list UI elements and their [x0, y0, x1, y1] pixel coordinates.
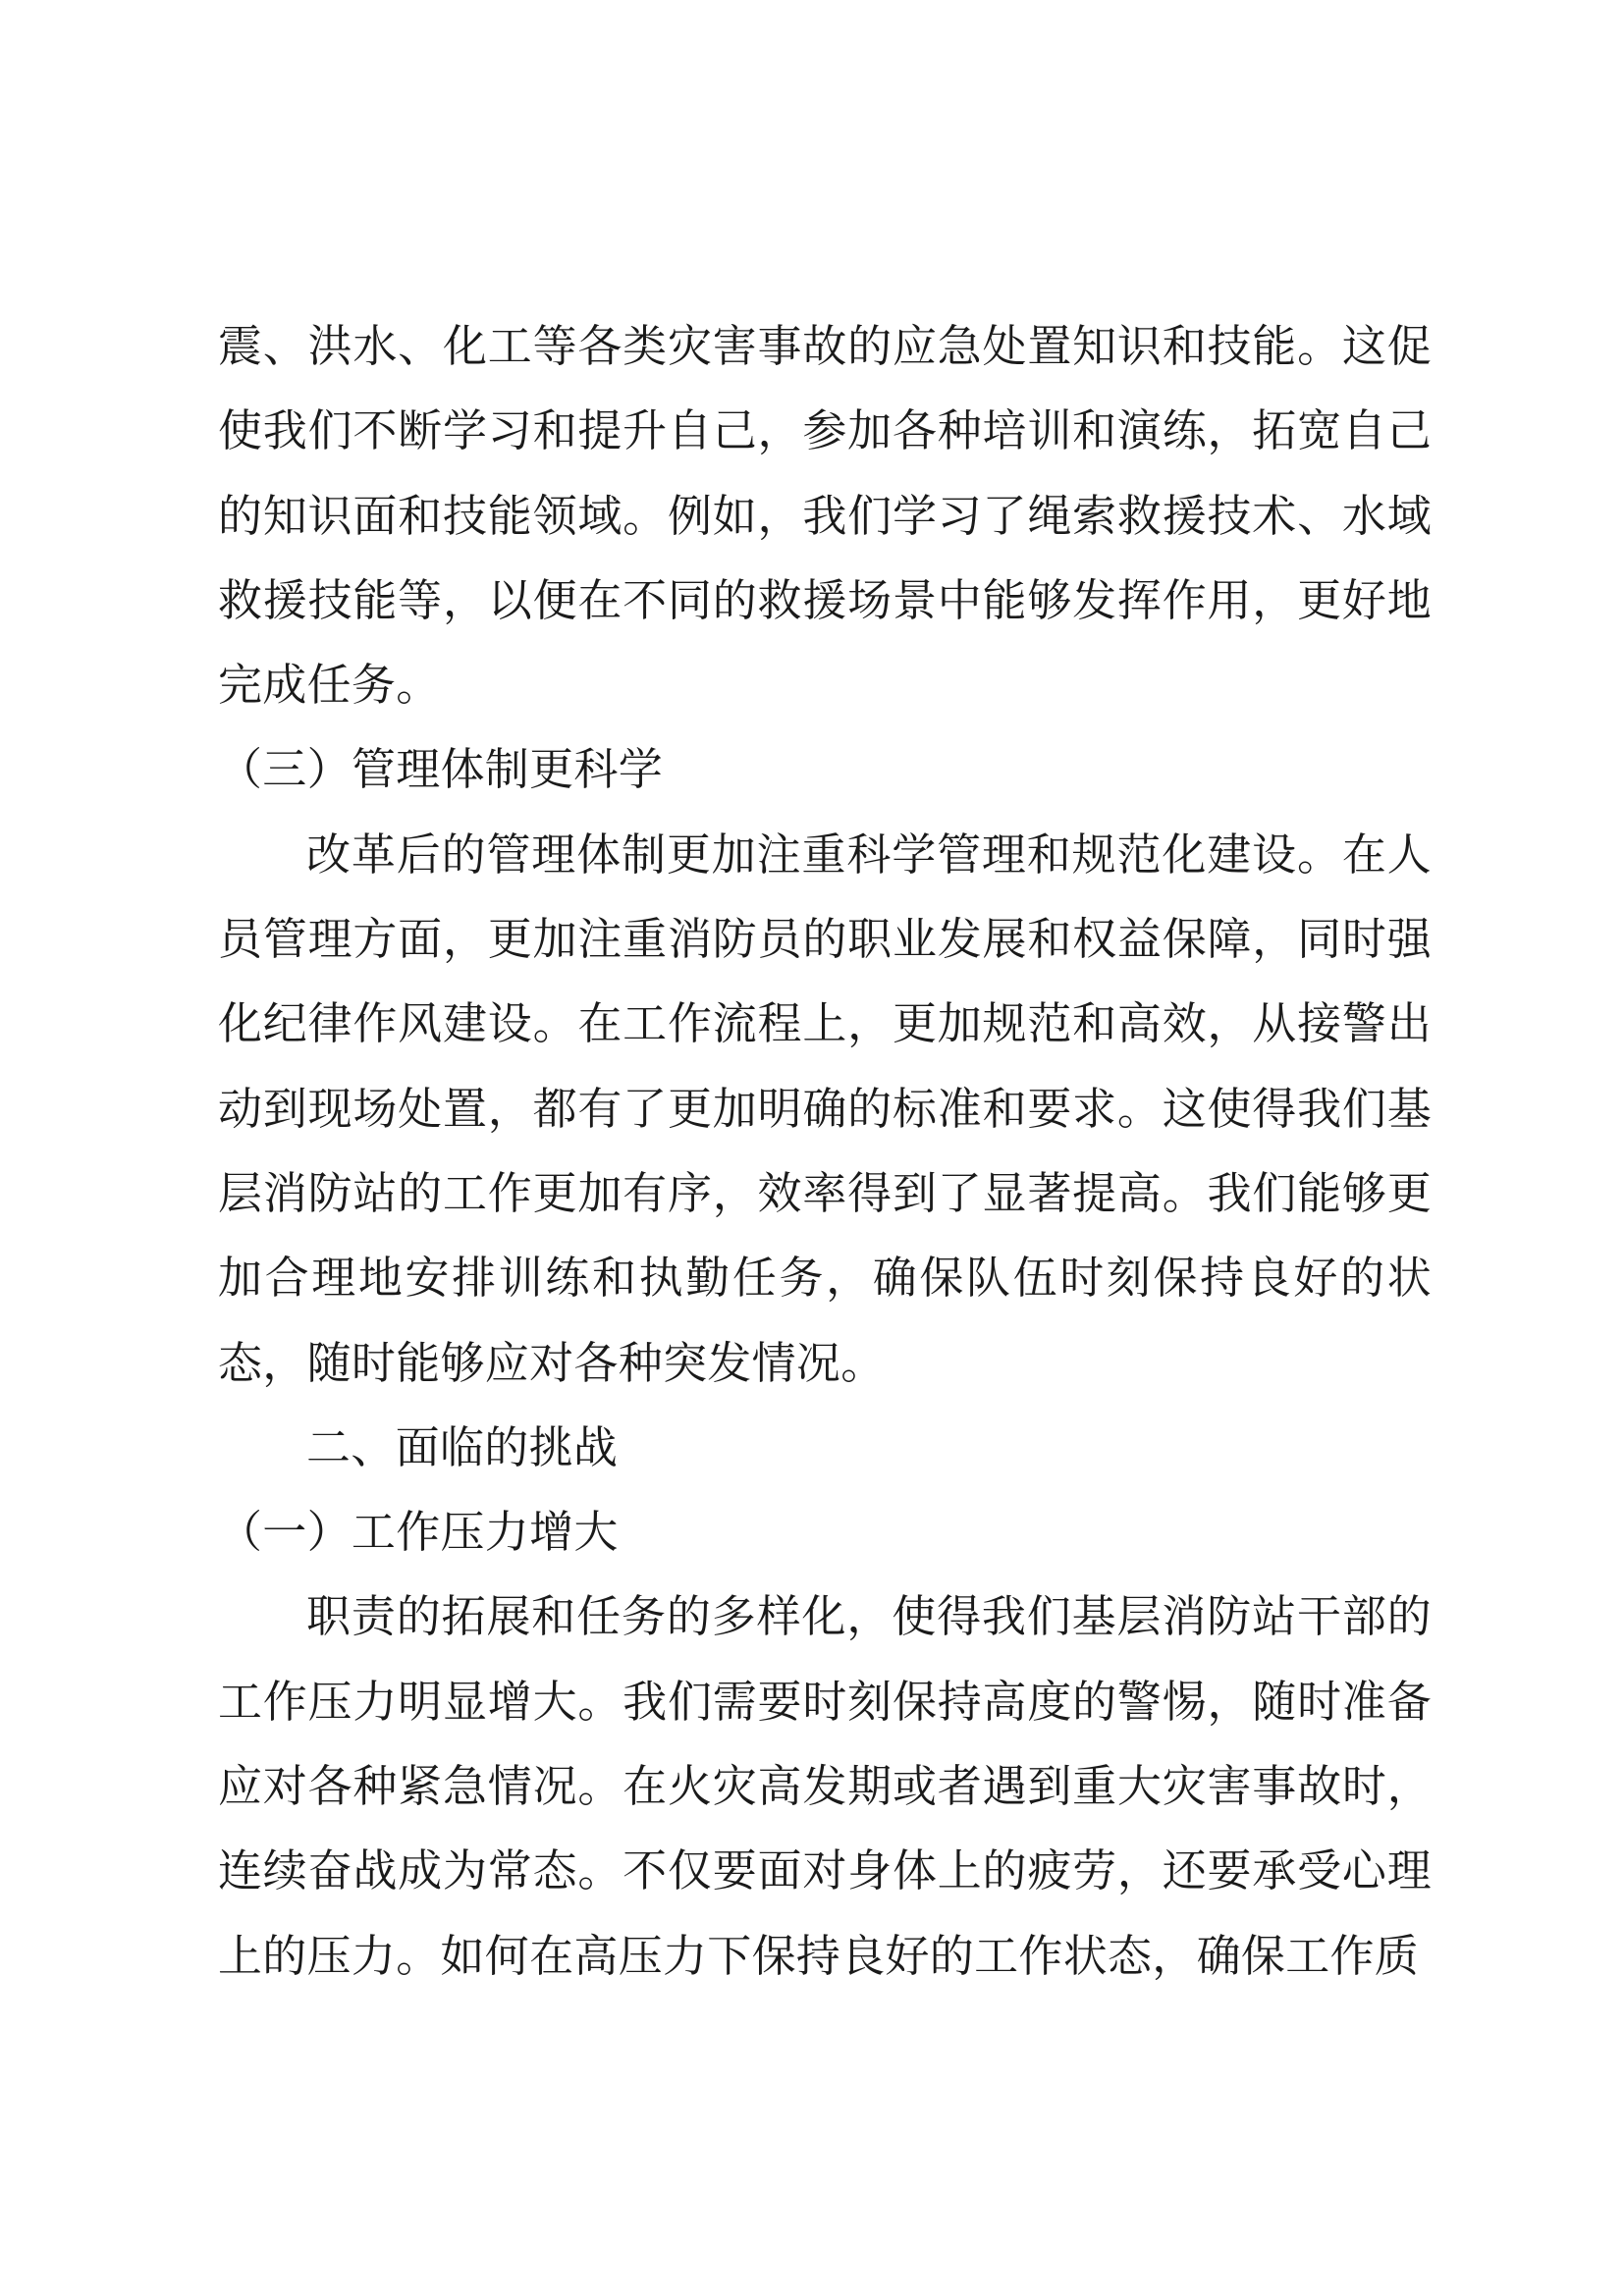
- document-body: [218, 304, 1432, 1999]
- section-subheading-work-pressure: （一）工作压力增大: [218, 1506, 619, 1559]
- paragraph-continuation: 震、洪水、化工等各类灾害事故的应急处置知识和技能。这促使我们不断学习和提升自己，参加各种培训和演练，拓宽自己的知识面和技能领域。例如，我们学习了绳索救援技术、水域救援技能等，以便在不同的救援场景中能够发挥作用，更好地完成任务。: [218, 320, 1432, 712]
- paragraph-management-system: 改革后的管理体制更加注重科学管理和规范化建设。在人员管理方面，更加注重消防员的职业发展和权益保障，同时强化纪律作风建设。在工作流程上，更加规范和高效，从接警出动到现场处置，都有了更加明确的标准和要求。这使得我们基层消防站的工作更加有序，效率得到了显著提高。我们能够更加合理地安排训练和执勤任务，确保队伍时刻保持良好的状态，随时能够应对各种突发情况。: [218, 828, 1432, 1389]
- section-heading-challenges: 二、面临的挑战: [306, 1420, 619, 1473]
- paragraph-work-pressure: 职责的拓展和任务的多样化，使得我们基层消防站干部的工作压力明显增大。我们需要时刻保持高度的警惕，随时准备应对各种紧急情况。在火灾高发期或者遇到重大灾害事故时，连续奋战成为常态。不仅要面对身体上的疲劳，还要承受心理上的压力。如何在高压力下保持良好的工作状态，确保工作质: [218, 1590, 1432, 1982]
- section-subheading-management: （三）管理体制更科学: [218, 743, 664, 796]
